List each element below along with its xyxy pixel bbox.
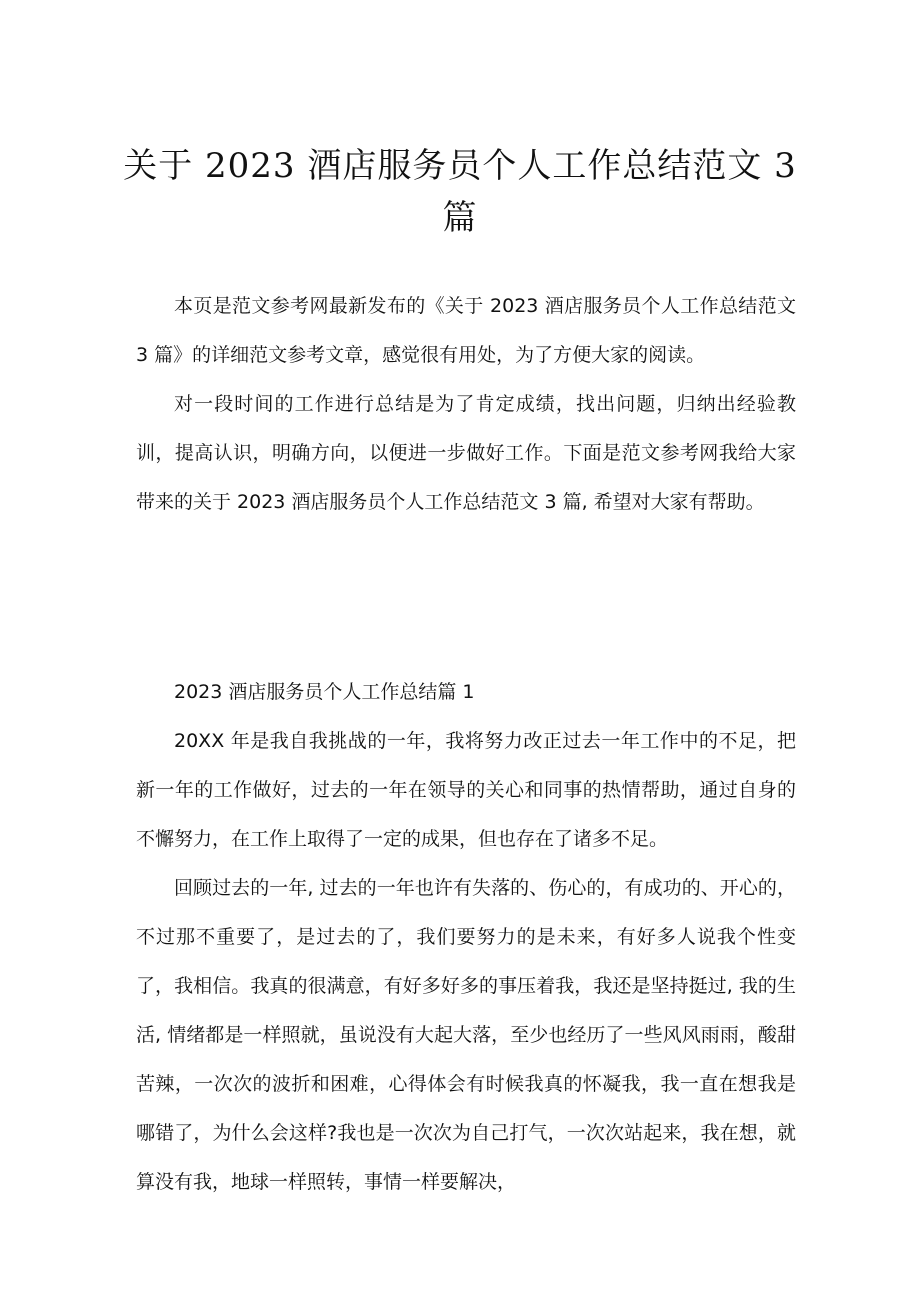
section-1 (136, 668, 796, 1207)
section-1-paragraph-1: 20XX 年是我自我挑战的一年，我将努力改正过去一年工作中的不足，把新一年的工作做好，过去的一年在领导的关心和同事的热情帮助，通过自身的不懈努力，在工作上取得了一定的成果，但也存在了诸多不足。 (136, 730, 796, 850)
section-1-paragraph-2: 回顾过去的一年, 过去的一年也许有失落的、伤心的，有成功的、开心的，不过那不重要了，是过去的了，我们要努力的是未来，有好多人说我个性变了，我相信。我真的很满意，有好多好多的事压着我，我还是坚持挺过, 我的生活, 情绪都是一样照就，虽说没有大起大落，至少也经历了一些风风雨雨，酸甜苦辣，一次次的波折和困难，心得体会有时候我真的怀凝我，我一直在想我是哪错了，为什么会这样?我也是一次次为自己打气，一次次站起来，我在想，就算没有我，地球一样照转，事情一样要解决， (136, 877, 796, 1193)
intro-block (136, 282, 796, 527)
title-line-1: 关于 2023 酒店服务员个人工作总结范文 3 (123, 146, 797, 186)
document-title (120, 140, 800, 244)
intro-paragraph-1: 本页是范文参考网最新发布的《关于 2023 酒店服务员个人工作总结范文 3 篇》的详细范文参考文章，感觉很有用处，为了方便大家的阅读。 (136, 295, 796, 366)
intro-paragraph-2: 对一段时间的工作进行总结是为了肯定成绩，找出问题，归纳出经验教训，提高认识，明确方向，以便进一步做好工作。下面是范文参考网我给大家带来的关于 2023 酒店服务员个人工作总结范文 3 篇, 希望对大家有帮助。 (136, 393, 796, 513)
title-line-2: 篇 (442, 198, 478, 238)
section-1-heading: 2023 酒店服务员个人工作总结篇 1 (174, 681, 475, 703)
